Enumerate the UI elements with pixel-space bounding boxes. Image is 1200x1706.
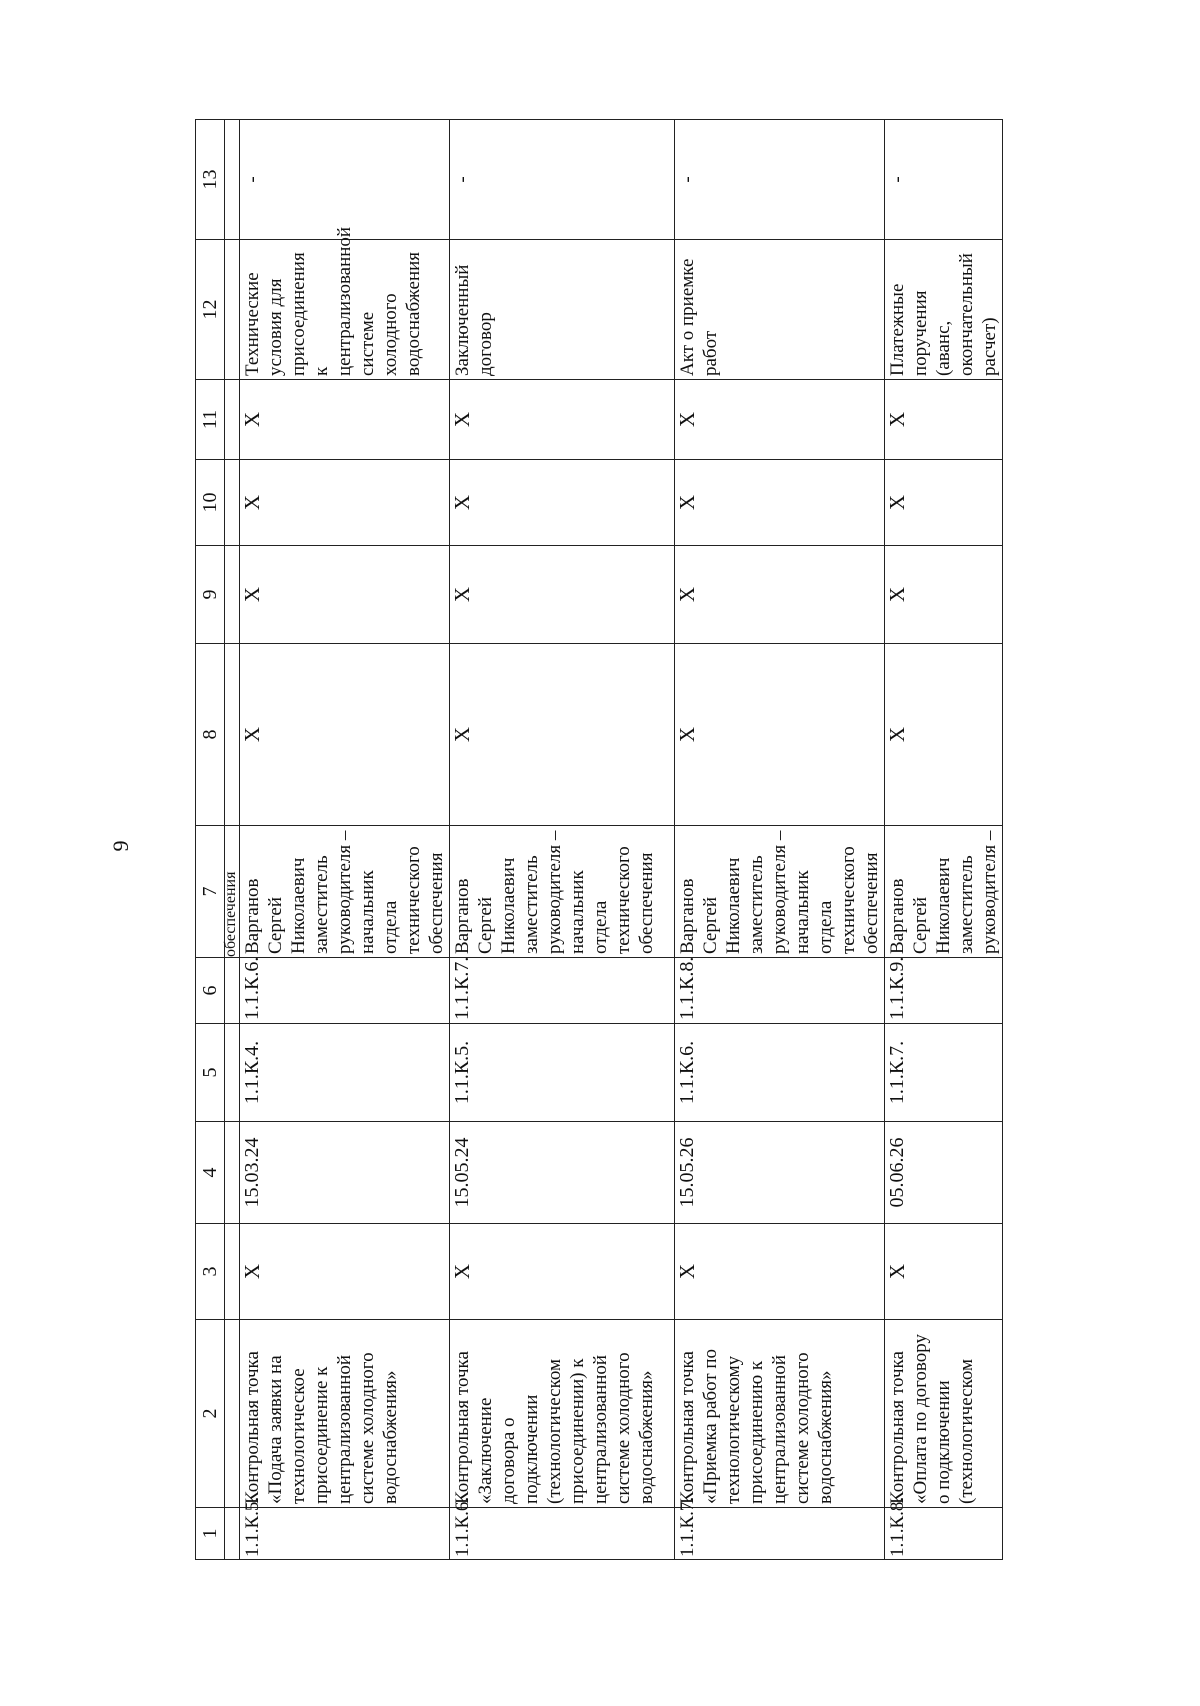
header-cell: 6 — [196, 958, 225, 1024]
row-result: Технические условия для присоединения к централизованной системе холодного водоснабжения — [240, 240, 450, 380]
cell-x: Х — [450, 380, 675, 460]
table-row — [675, 120, 885, 1560]
header-cell: 13 — [196, 120, 225, 240]
cell-x: Х — [675, 460, 885, 546]
page-number: 9 — [108, 840, 133, 852]
cell-x: Х — [885, 460, 1003, 546]
cell-x: Х — [240, 644, 450, 826]
rotated-table-wrapper — [195, 120, 1095, 1560]
cell-x: Х — [675, 644, 885, 826]
row-result: Платежные поручения (аванс, окончательный расчет) — [885, 240, 1003, 380]
row-responsible: Варганов Сергей Николаевич заместитель руководителя – начальник отдела технического обеспечения — [240, 826, 450, 958]
header-cell: 8 — [196, 644, 225, 826]
row-code: 1.1.К.6. — [450, 1508, 675, 1560]
table-row — [885, 120, 1003, 1560]
row-dash: - — [675, 120, 885, 240]
row-successor: 1.1.К.7. — [450, 958, 675, 1024]
cell-x: Х — [450, 644, 675, 826]
row-successor: 1.1.К.6. — [240, 958, 450, 1024]
cell-x: Х — [240, 460, 450, 546]
cell-x: Х — [675, 1224, 885, 1320]
cell-x: Х — [675, 546, 885, 644]
table-row — [240, 120, 450, 1560]
header-cell: 1 — [196, 1508, 225, 1560]
row-result: Заключенный договор — [450, 240, 675, 380]
row-title: Контрольная точка «Приемка работ по технологическому присоединению к централизованной системе холодного водоснабжения» — [675, 1320, 885, 1508]
row-date: 15.03.24 — [240, 1122, 450, 1224]
header-cell: 12 — [196, 240, 225, 380]
header-cell: 7 — [196, 826, 225, 958]
cell-x: Х — [675, 380, 885, 460]
header-cell: 2 — [196, 1320, 225, 1508]
row-successor: 1.1.К.8. — [675, 958, 885, 1024]
cell-x: Х — [450, 546, 675, 644]
row-code: 1.1.К.5. — [240, 1508, 450, 1560]
row-predecessor: 1.1.К.7. — [885, 1024, 1003, 1122]
row-dash: - — [885, 120, 1003, 240]
header-cell: 11 — [196, 380, 225, 460]
row-responsible: Варганов Сергей Николаевич заместитель руководителя – начальник отдела технического обеспечения — [675, 826, 885, 958]
control-points-table — [195, 119, 1003, 1560]
row-date: 05.06.26 — [885, 1122, 1003, 1224]
row-title: Контрольная точка «Оплата по договору о подключении (технологическом — [885, 1320, 1003, 1508]
row-date: 15.05.26 — [675, 1122, 885, 1224]
continuation-row — [225, 120, 240, 1560]
cell-x: Х — [240, 546, 450, 644]
cell-x: Х — [885, 546, 1003, 644]
row-code: 1.1.К.7. — [675, 1508, 885, 1560]
continued-text-cell: обеспечения — [225, 826, 240, 958]
header-cell: 4 — [196, 1122, 225, 1224]
row-responsible: Варганов Сергей Николаевич заместитель руководителя – начальник отдела технического обеспечения — [450, 826, 675, 958]
cell-x: Х — [885, 380, 1003, 460]
row-successor: 1.1.К.9. — [885, 958, 1003, 1024]
cell-x: Х — [450, 460, 675, 546]
row-predecessor: 1.1.К.4. — [240, 1024, 450, 1122]
row-title: Контрольная точка «Заключение договора о подключении (технологическом присоединении) к централизованной системе холодного водоснабжения» — [450, 1320, 675, 1508]
row-predecessor: 1.1.К.6. — [675, 1024, 885, 1122]
row-date: 15.05.24 — [450, 1122, 675, 1224]
cell-x: Х — [240, 1224, 450, 1320]
header-cell: 5 — [196, 1024, 225, 1122]
header-row — [196, 120, 225, 1560]
cell-x: Х — [240, 380, 450, 460]
row-predecessor: 1.1.К.5. — [450, 1024, 675, 1122]
cell-x: Х — [885, 1224, 1003, 1320]
row-dash: - — [450, 120, 675, 240]
cell-x: Х — [885, 644, 1003, 826]
row-dash: - — [240, 120, 450, 240]
header-cell: 10 — [196, 460, 225, 546]
row-result: Акт о приемке работ — [675, 240, 885, 380]
header-cell: 3 — [196, 1224, 225, 1320]
cell-x: Х — [450, 1224, 675, 1320]
row-title: Контрольная точка «Подача заявки на технологическое присоединение к централизованной системе холодного водоснабжения» — [240, 1320, 450, 1508]
table-row — [450, 120, 675, 1560]
row-responsible: Варганов Сергей Николаевич заместитель руководителя – — [885, 826, 1003, 958]
row-code: 1.1.К.8. — [885, 1508, 1003, 1560]
header-cell: 9 — [196, 546, 225, 644]
